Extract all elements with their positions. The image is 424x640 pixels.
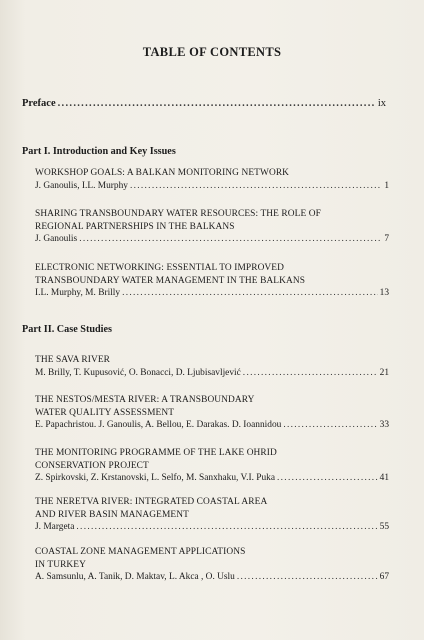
entry-author-row bbox=[35, 571, 389, 583]
entry-authors: E. Papachristou. J. Ganoulis, A. Bellou, E. Darakas. D. Ioannidou bbox=[35, 420, 282, 430]
page-number: 1 bbox=[384, 180, 389, 191]
entry-authors: M. Brilly, T. Kupusović, O. Bonacci, D. Ljubisavljević bbox=[35, 367, 241, 378]
page-number: 7 bbox=[384, 234, 389, 244]
entry-authors: I.L. Murphy, M. Brilly bbox=[35, 288, 121, 298]
entry-author-row bbox=[35, 419, 389, 431]
entry-title-line: REGIONAL PARTNERSHIPS IN THE BALKANS bbox=[35, 221, 235, 232]
entry-authors: J. Ganoulis, I.L. Murphy bbox=[35, 180, 128, 191]
entry-title-line: THE NESTOS/MESTA RIVER: A TRANSBOUNDARY bbox=[35, 395, 255, 405]
dot-leader bbox=[237, 571, 378, 583]
entry-title-line: THE MONITORING PROGRAMME OF THE LAKE OHRID bbox=[35, 448, 277, 458]
dot-leader bbox=[243, 367, 378, 379]
entry-title-line: SHARING TRANSBOUNDARY WATER RESOURCES: THE ROLE OF bbox=[35, 209, 321, 219]
entry-title bbox=[35, 546, 389, 571]
page-number: 55 bbox=[379, 522, 389, 532]
page-number: 33 bbox=[379, 420, 389, 430]
entry-author-row bbox=[35, 367, 389, 379]
dot-leader bbox=[277, 472, 378, 484]
entry-author-row bbox=[35, 287, 389, 299]
entry-title-line: AND RIVER BASIN MANAGEMENT bbox=[35, 509, 189, 520]
entry-title-line: WATER QUALITY ASSESSMENT bbox=[35, 407, 175, 418]
entry-authors: Z. Spirkovski, Z. Krstanovski, L. Selfo, M. Sanxhaku, V.I. Puka bbox=[35, 473, 276, 483]
dot-leader bbox=[130, 180, 382, 192]
toc-entry bbox=[35, 354, 389, 379]
part-heading: Part I. Introduction and Key Issues bbox=[22, 146, 176, 157]
entry-title bbox=[35, 262, 389, 287]
entry-authors: J. Ganoulis bbox=[35, 234, 78, 244]
page-title: TABLE OF CONTENTS bbox=[142, 45, 282, 59]
entry-title-line: ELECTRONIC NETWORKING: ESSENTIAL TO IMPROVED bbox=[35, 263, 285, 273]
entry-title bbox=[35, 208, 389, 233]
toc-preface bbox=[22, 98, 386, 110]
toc-entry bbox=[35, 167, 389, 192]
page-number: ix bbox=[377, 98, 386, 109]
dot-leader bbox=[283, 419, 377, 431]
page-number: 13 bbox=[379, 288, 389, 298]
entry-title bbox=[35, 496, 389, 521]
dot-leader bbox=[79, 233, 382, 245]
entry-title-line: WORKSHOP GOALS: A BALKAN MONITORING NETWORK bbox=[35, 168, 290, 178]
page-number: 67 bbox=[379, 572, 389, 582]
toc-entry bbox=[35, 394, 389, 431]
entry-title bbox=[35, 167, 389, 180]
toc-entry bbox=[35, 208, 389, 245]
dot-leader bbox=[58, 98, 376, 110]
entry-title-line: IN TURKEY bbox=[35, 559, 86, 570]
entry-author-row bbox=[35, 180, 389, 192]
entry-title bbox=[35, 394, 389, 419]
part-heading: Part II. Case Studies bbox=[22, 324, 112, 335]
toc-entry bbox=[35, 496, 389, 533]
entry-authors: A. Samsunlu, A. Tanik, D. Maktav, L. Akca , O. Uslu bbox=[35, 572, 235, 582]
entry-title-line: CONSERVATION PROJECT bbox=[35, 460, 149, 471]
toc-entry bbox=[35, 262, 389, 299]
page-number: 41 bbox=[379, 473, 389, 483]
entry-title-line: TRANSBOUNDARY WATER MANAGEMENT IN THE BALKANS bbox=[35, 275, 306, 286]
entry-title bbox=[35, 354, 389, 367]
entry-title-line: COASTAL ZONE MANAGEMENT APPLICATIONS bbox=[35, 547, 246, 557]
entry-title bbox=[35, 447, 389, 472]
entry-author-row bbox=[35, 521, 389, 533]
preface-label: Preface bbox=[22, 98, 56, 109]
dot-leader bbox=[122, 287, 378, 299]
entry-author-row bbox=[35, 472, 389, 484]
entry-author-row bbox=[35, 233, 389, 245]
entry-title-line: THE SAVA RIVER bbox=[35, 355, 111, 365]
toc-entry bbox=[35, 546, 389, 583]
entry-authors: J. Margeta bbox=[35, 522, 75, 532]
dot-leader bbox=[76, 521, 377, 533]
entry-title-line: THE NERETVA RIVER: INTEGRATED COASTAL AREA bbox=[35, 497, 268, 507]
toc-entry bbox=[35, 447, 389, 484]
page-number: 21 bbox=[379, 367, 389, 378]
